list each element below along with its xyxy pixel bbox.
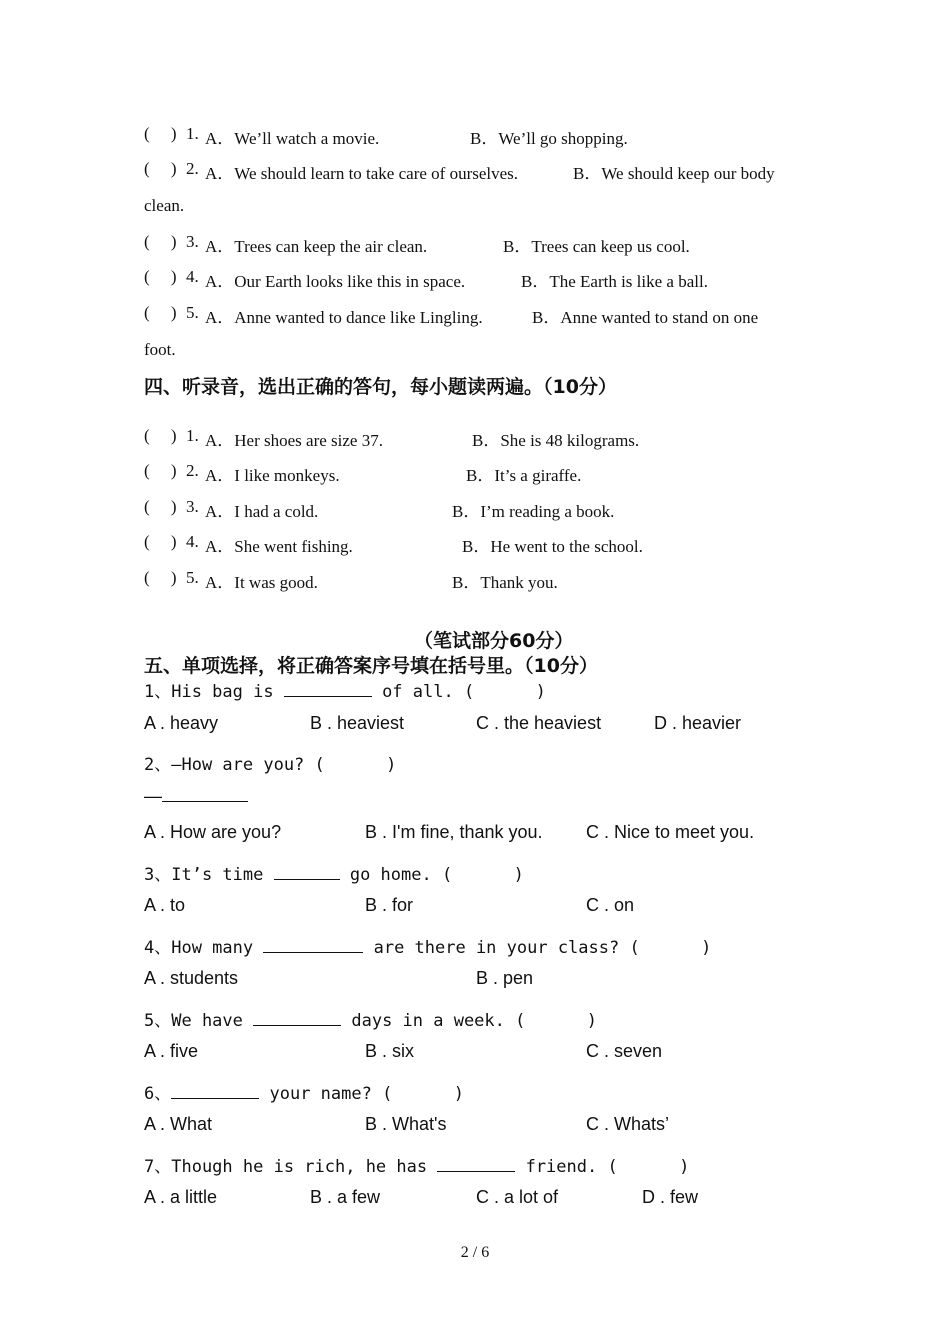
mc-q3-option-c: C . on (586, 895, 635, 915)
answer-paren: ( ) (144, 124, 177, 143)
question-number: 3. (186, 232, 199, 251)
mc-q5-stem: 5、We have days in a week. ( ) (144, 1011, 597, 1031)
mc-q1-option-a: A . heavy (144, 713, 219, 733)
option-a: A．She went fishing. (205, 537, 353, 556)
option-b: B．Thank you. (452, 573, 558, 592)
option-a: A．We’ll watch a movie. (205, 129, 380, 148)
option-b: B．The Earth is like a ball. (521, 272, 708, 291)
mc-q4-stem: 4、How many are there in your class? ( ) (144, 938, 712, 958)
answer-blank (263, 938, 363, 953)
written-part-heading: （笔试部分60分） (414, 630, 574, 652)
mc-q6-option-c: C . Whats’ (586, 1114, 670, 1134)
option-a: A．I had a cold. (205, 502, 319, 521)
answer-paren: ( ) (144, 426, 177, 445)
answer-blank (274, 865, 340, 880)
answer-paren: ( ) (144, 303, 177, 322)
option-b: B．It’s a giraffe. (466, 466, 582, 485)
answer-blank (253, 1011, 341, 1026)
section-5-title: 五、单项选择，将正确答案序号填在括号里。（10分） (144, 655, 598, 677)
option-a: A．It was good. (205, 573, 318, 592)
mc-q7-option-a: A . a little (144, 1187, 218, 1207)
answer-paren: ( ) (144, 497, 177, 516)
option-a: A．We should learn to take care of ourselves. (205, 164, 519, 183)
mc-q3-stem: 3、It’s time go home. ( ) (144, 865, 524, 885)
option-b: B．We’ll go shopping. (470, 129, 628, 148)
option-a: A．Trees can keep the air clean. (205, 237, 428, 256)
mc-q7-option-d: D . few (642, 1187, 699, 1207)
mc-q5-option-a: A . five (144, 1041, 199, 1061)
mc-q7-option-b: B . a few (310, 1187, 381, 1207)
question-number: 2. (186, 461, 199, 480)
answer-paren: ( ) (144, 461, 177, 480)
answer-blank (162, 787, 248, 802)
answer-paren: ( ) (144, 568, 177, 587)
option-b: B．I’m reading a book. (452, 502, 615, 521)
mc-q5-option-c: C . seven (586, 1041, 663, 1061)
question-number: 1. (186, 124, 199, 143)
option-b: B．Trees can keep us cool. (503, 237, 690, 256)
answer-paren: ( ) (144, 159, 177, 178)
answer-blank (284, 682, 372, 697)
mc-q4-option-b: B . pen (476, 968, 534, 988)
mc-q4-option-a: A . students (144, 968, 239, 988)
question-number: 5. (186, 303, 199, 322)
mc-q2-option-b: B . I'm fine, thank you. (365, 822, 543, 842)
answer-blank (437, 1157, 515, 1172)
option-a: A．I like monkeys. (205, 466, 340, 485)
answer-paren: ( ) (144, 267, 177, 286)
question-number: 1. (186, 426, 199, 445)
section-4-title: 四、听录音，选出正确的答句，每小题读两遍。（10分） (144, 376, 617, 398)
option-b: B．We should keep our body (573, 164, 775, 183)
mc-q2-option-a: A . How are you? (144, 822, 282, 842)
option-b-continued: foot. (144, 340, 176, 359)
question-number: 4. (186, 267, 199, 286)
mc-q1-stem: 1、His bag is of all. ( ) (144, 682, 546, 702)
mc-q7-option-c: C . a lot of (476, 1187, 559, 1207)
option-b: B．She is 48 kilograms. (472, 431, 640, 450)
answer-paren: ( ) (144, 532, 177, 551)
mc-q6-option-a: A . What (144, 1114, 213, 1134)
mc-q2-reply-line: — (144, 786, 248, 807)
option-b: B．He went to the school. (462, 537, 643, 556)
mc-q6-stem: 6、 your name? ( ) (144, 1084, 464, 1104)
mc-q1-option-c: C . the heaviest (476, 713, 602, 733)
mc-q1-option-d: D . heavier (654, 713, 742, 733)
answer-blank (171, 1084, 259, 1099)
mc-q3-option-a: A . to (144, 895, 186, 915)
mc-q6-option-b: B . What's (365, 1114, 447, 1134)
page-number: 2 / 6 (460, 1244, 490, 1261)
answer-paren: ( ) (144, 232, 177, 251)
option-a: A．Our Earth looks like this in space. (205, 272, 466, 291)
mc-q5-option-b: B . six (365, 1041, 415, 1061)
question-number: 5. (186, 568, 199, 587)
mc-q7-stem: 7、Though he is rich, he has friend. ( ) (144, 1157, 690, 1177)
option-b: B．Anne wanted to stand on one (532, 308, 759, 327)
mc-q3-option-b: B . for (365, 895, 414, 915)
option-a: A．Her shoes are size 37. (205, 431, 383, 450)
mc-q1-option-b: B . heaviest (310, 713, 405, 733)
question-number: 3. (186, 497, 199, 516)
mc-q2-stem: 2、—How are you? ( ) (144, 755, 397, 775)
question-number: 2. (186, 159, 199, 178)
option-a: A．Anne wanted to dance like Lingling. (205, 308, 483, 327)
mc-q2-option-c: C . Nice to meet you. (586, 822, 755, 842)
option-b-continued: clean. (144, 196, 185, 215)
question-number: 4. (186, 532, 199, 551)
